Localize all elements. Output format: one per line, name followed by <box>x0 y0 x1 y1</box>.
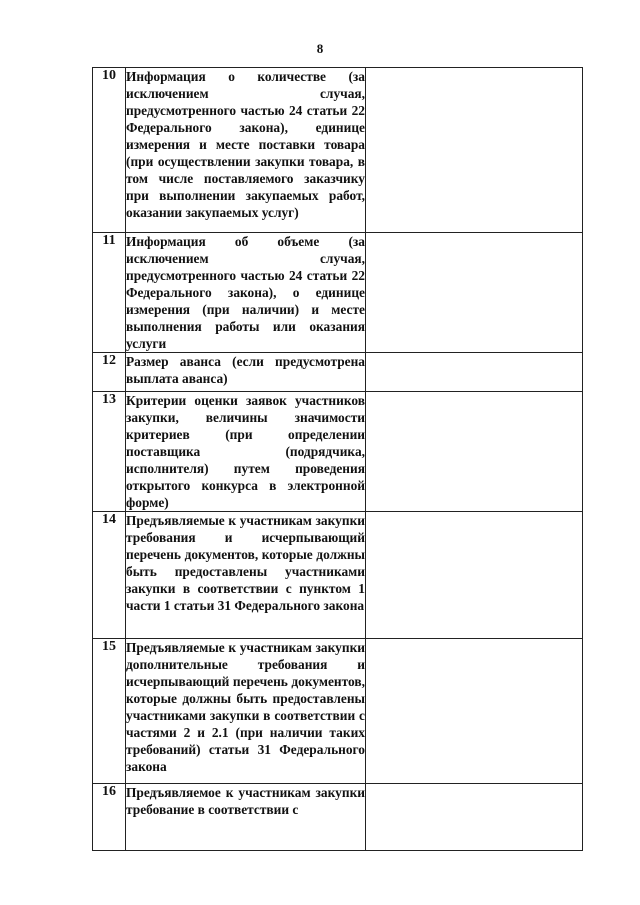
row-number: 15 <box>93 639 126 784</box>
row-description: Критерии оценки заявок участников закупки, величины значимости критериев (при определении поставщика (подрядчика, исполнителя) путем проведения открытого конкурса в электронной форме) <box>126 393 365 510</box>
row-description: Предъявляемое к участникам закупки требование в соответствии с <box>126 784 366 851</box>
table-row <box>93 392 583 512</box>
row-number: 16 <box>93 784 126 851</box>
row-value-cell <box>366 512 583 639</box>
row-value-cell <box>366 392 583 512</box>
page-number: 8 <box>316 41 324 56</box>
row-value-cell <box>366 233 583 353</box>
table-row <box>93 233 583 353</box>
row-value-cell <box>366 68 583 233</box>
row-value-cell <box>366 639 583 784</box>
row-number: 10 <box>93 68 126 233</box>
table-row <box>93 639 583 784</box>
row-value-cell <box>366 784 583 851</box>
row-value-cell <box>366 353 583 392</box>
row-description: Информация об объеме (за исключением случая, предусмотренного частью 24 статьи 22 Федерального закона), о единице измерения (при наличии) и месте выполнения работы или оказания услуги <box>126 234 365 351</box>
requirements-table <box>92 67 583 851</box>
row-description: Предъявляемые к участникам закупки дополнительные требования и исчерпывающий перечень документов, которые должны быть предоставлены участниками закупки в соответствии с частями 2 и 2.1 (при наличии таких требований) статьи 31 Федерального закона <box>126 639 366 784</box>
row-description: Размер аванса (если предусмотрена выплата аванса) <box>126 353 366 392</box>
table-row <box>93 784 583 851</box>
table-row <box>93 68 583 233</box>
table-row <box>93 512 583 639</box>
row-number: 11 <box>93 233 126 353</box>
row-number: 12 <box>93 353 126 392</box>
row-description: Предъявляемые к участникам закупки требования и исчерпывающий перечень документов, которые должны быть предоставлены участниками закупки в соответствии с пунктом 1 части 1 статьи 31 Федерального закона <box>126 512 366 639</box>
row-description: Информация о количестве (за исключением случая, предусмотренного частью 24 статьи 22 Федерального закона), единице измерения и месте поставки товара (при осуществлении закупки товара, в том числе поставляемого заказчику при выполнении закупаемых работ, оказании закупаемых услуг) <box>126 68 366 233</box>
row-number: 13 <box>93 392 126 512</box>
row-number: 14 <box>93 512 126 639</box>
table-row <box>93 353 583 392</box>
